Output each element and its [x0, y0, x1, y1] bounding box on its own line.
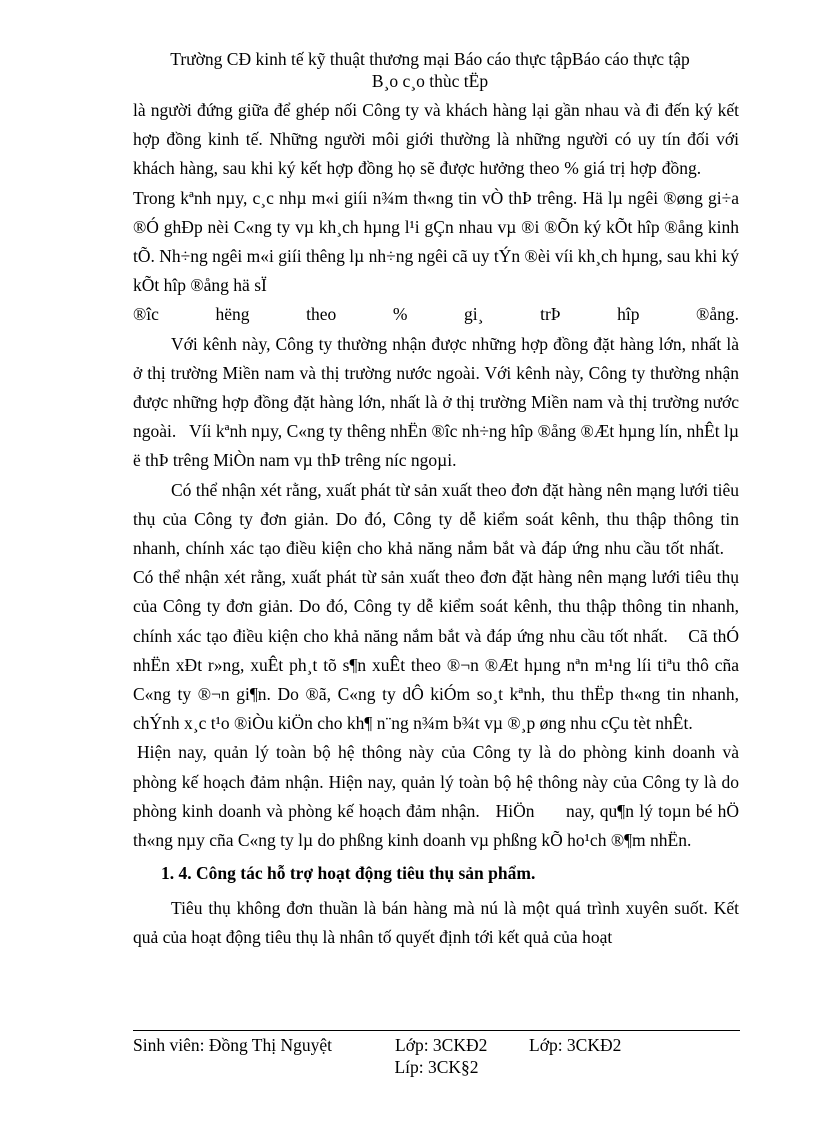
footer-class-3: Líp: 3CK§2 — [394, 1057, 479, 1077]
header-line-2: B¸o c¸o thùc tËp — [371, 71, 489, 91]
paragraph-network: Có thể nhận xét rằng, xuất phát từ sản xuất theo đơn đặt hàng nên mạng lưới tiêu thụ của Công ty đơn giản. Do đó, Công ty dễ kiểm soát kênh, thu thập thông tin nhanh, chính xác tạo điều kiện cho khả năng nắm bắt và đáp ứng nhu cầu tốt nhất. Có thể nhận xét rằng, xuất phát từ sản xuất theo đơn đặt hàng nên mạng lưới tiêu thụ của Công ty đơn giản. Do đó, Công ty dễ kiểm soát kênh, thu thập thông tin nhanh, chính xác tạo điều kiện cho khả năng nắm bắt và đáp ứng nhu cầu tốt nhất. Cã thÓ nhËn xÐt r»ng, xuÊt ph¸t tõ s¶n xuÊt theo ®¬n ®Æt hµng nªn m¹ng líi tiªu thô cña C«ng ty ®¬n gi¶n. Do ®ã, C«ng ty dÔ kiÓm so¸t kªnh, thu thËp th«ng tin nhanh, chÝnh x¸c t¹o ®iÒu kiÖn cho kh¶ n¨ng n¾m b¾t vµ ®¸p øng nhu cÇu tèt nhÊt. — [133, 479, 739, 734]
page-header — [120, 48, 740, 92]
footer-class-2: Lớp: 3CKĐ2 — [529, 1035, 622, 1055]
paragraph-brokers: là người đứng giữa để ghép nối Công ty và khách hàng lại gần nhau và đi đến ký kết hợp đồng kinh tế. Những người môi giới thường là những người có uy tín đối với khách hàng, sau khi ký kết hợp đồng họ sẽ được hưởng theo % giá trị hợp đồng. Trong kªnh nµy, c¸c nhµ m«i giíi n¾m th«ng tin vÒ thÞ trêng. Hä lµ ngêi ®øng gi÷a ®Ó ghÐp nèi C«ng ty vµ kh¸ch hµng l¹i gÇn nhau vµ ®i ®Õn ký kÕt hîp ®ång kinh tÕ. Nh÷ng ngêi m«i giíi thêng lµ nh÷ng ngêi cã uy tÝn ®èi víi kh¸ch hµng, sau khi ký kÕt hîp ®ång hä sÏ — [133, 100, 739, 296]
paragraph-support: Tiêu thụ không đơn thuần là bán hàng mà nú là một quá trình xuyên suốt. Kết quả của hoạt động tiêu thụ là nhân tố quyết định tới kết quả của hoạt — [133, 898, 739, 948]
paragraph-management: Hiện nay, quản lý toàn bộ hệ thông này của Công ty là do phòng kinh doanh và phòng kế hoạch đảm nhận. Hiện nay, quản lý toàn bộ hệ thông này của Công ty là do phòng kinh doanh và phòng kế hoạch đảm nhận. HiÖn nay, qu¶n lý toµn bé hÖ th«ng nµy cña C«ng ty lµ do phßng kinh doanh vµ phßng kÕ ho¹ch ®¶m nhËn. — [133, 742, 739, 851]
paragraph-channel: Với kênh này, Công ty thường nhận được những hợp đồng đặt hàng lớn, nhất là ở thị trường Miền nam và thị trường nước ngoài. Với kênh này, Công ty thường nhận được những hợp đồng đặt hàng lớn, nhất là ở thị trường Miền nam và thị trường nước ngoài. Víi kªnh nµy, C«ng ty thêng nhËn ®îc nh÷ng hîp ®ång ®Æt hµng lín, nhÊt lµ ë thÞ trêng MiÒn nam vµ thÞ trêng níc ngoµi. — [133, 333, 739, 471]
footer-divider — [133, 1030, 740, 1031]
page-footer — [133, 1034, 740, 1078]
footer-student: Sinh viên: Đồng Thị Nguyệt — [133, 1035, 332, 1055]
paragraph-brokers-last-line: ®îc hëng theo % gi¸ trÞ hîp ®ång. — [133, 304, 739, 325]
header-line-1: Trường CĐ kinh tế kỹ thuật thương mại Báo cáo thực tậpBáo cáo thực tập — [170, 49, 690, 69]
footer-class-1: Lớp: 3CKĐ2 — [395, 1035, 488, 1055]
document-body — [133, 96, 739, 953]
section-heading: 1. 4. Công tác hỗ trợ hoạt động tiêu thụ sản phẩm. — [161, 863, 536, 884]
